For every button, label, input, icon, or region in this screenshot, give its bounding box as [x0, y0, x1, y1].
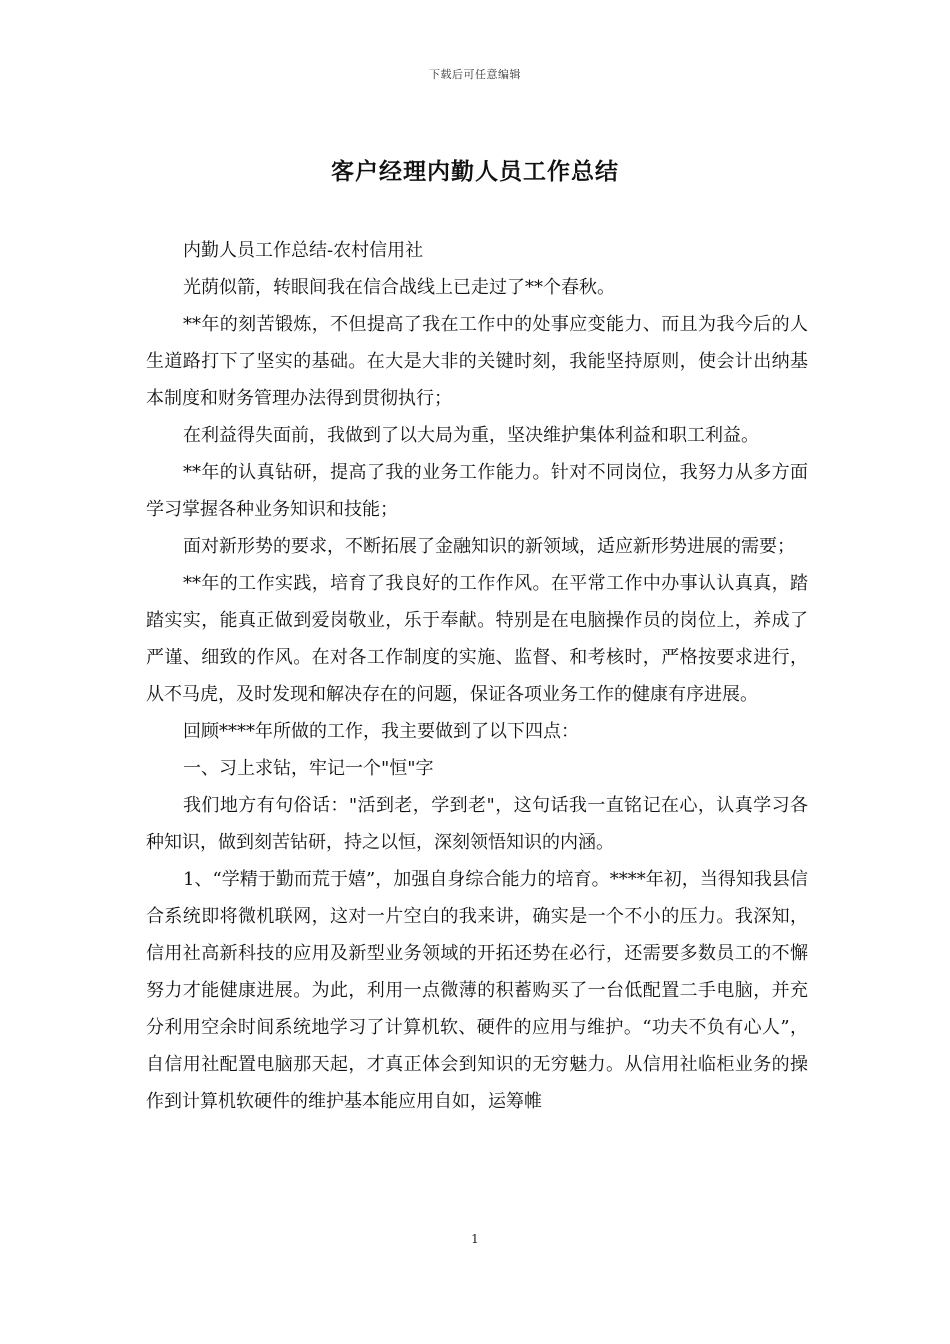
paragraph: 在利益得失面前，我做到了以大局为重，坚决维护集体利益和职工利益。 — [183, 425, 759, 446]
paragraph: 回顾****年所做的工作，我主要做到了以下四点： — [183, 721, 579, 742]
page-number: 1 — [471, 1232, 479, 1246]
paragraph: 内勤人员工作总结-农村信用社 — [183, 240, 424, 261]
page-header-note: 下载后可任意编辑 — [429, 68, 521, 81]
paragraph: **年的刻苦锻炼，不但提高了我在工作中的处事应变能力、而且为我今后的人生道路打下了坚实的基础。在大是大非的关键时刻，我能坚持原则，使会计出纳基本制度和财务管理办法得到贯彻执行； — [146, 314, 808, 409]
paragraph: **年的工作实践，培育了我良好的工作作风。在平常工作中办事认认真真，踏踏实实，能真正做到爱岗敬业，乐于奉献。特别是在电脑操作员的岗位上，养成了严谨、细致的作风。在对各工作制度的实施、监督、和考核时，严格按要求进行，从不马虎，及时发现和解决存在的问题，保证各项业务工作的健康有序进展。 — [146, 573, 808, 705]
paragraph: 面对新形势的要求，不断拓展了金融知识的新领域，适应新形势进展的需要； — [183, 536, 795, 557]
paragraph: **年的认真钻研，提高了我的业务工作能力。针对不同岗位，我努力从多方面学习掌握各种业务知识和技能； — [146, 462, 808, 520]
document-title: 客户经理内勤人员工作总结 — [331, 158, 619, 185]
paragraph: 光荫似箭，转眼间我在信合战线上已走过了**个春秋。 — [183, 277, 615, 298]
document-body — [146, 232, 808, 1120]
section-heading: 一、习上求钻，牢记一个"恒"字 — [183, 758, 434, 779]
paragraph: 我们地方有句俗话："活到老，学到老"，这句话我一直铭记在心，认真学习各种知识，做到刻苦钻研，持之以恒，深刻领悟知识的内涵。 — [146, 795, 808, 853]
paragraph: 1、“学精于勤而荒于嬉”，加强自身综合能力的培育。****年初，当得知我县信合系统即将微机联网，这对一片空白的我来讲，确实是一个不小的压力。我深知，信用社高新科技的应用及新型业务领域的开拓还势在必行，还需要多数员工的不懈努力才能健康进展。为此，利用一点微薄的积蓄购买了一台低配置二手电脑，并充分利用空余时间系统地学习了计算机软、硬件的应用与维护。“功夫不负有心人”，自信用社配置电脑那天起，才真正体会到知识的无穷魅力。从信用社临柜业务的操作到计算机软硬件的维护基本能应用自如，运筹帷 — [146, 869, 808, 1112]
